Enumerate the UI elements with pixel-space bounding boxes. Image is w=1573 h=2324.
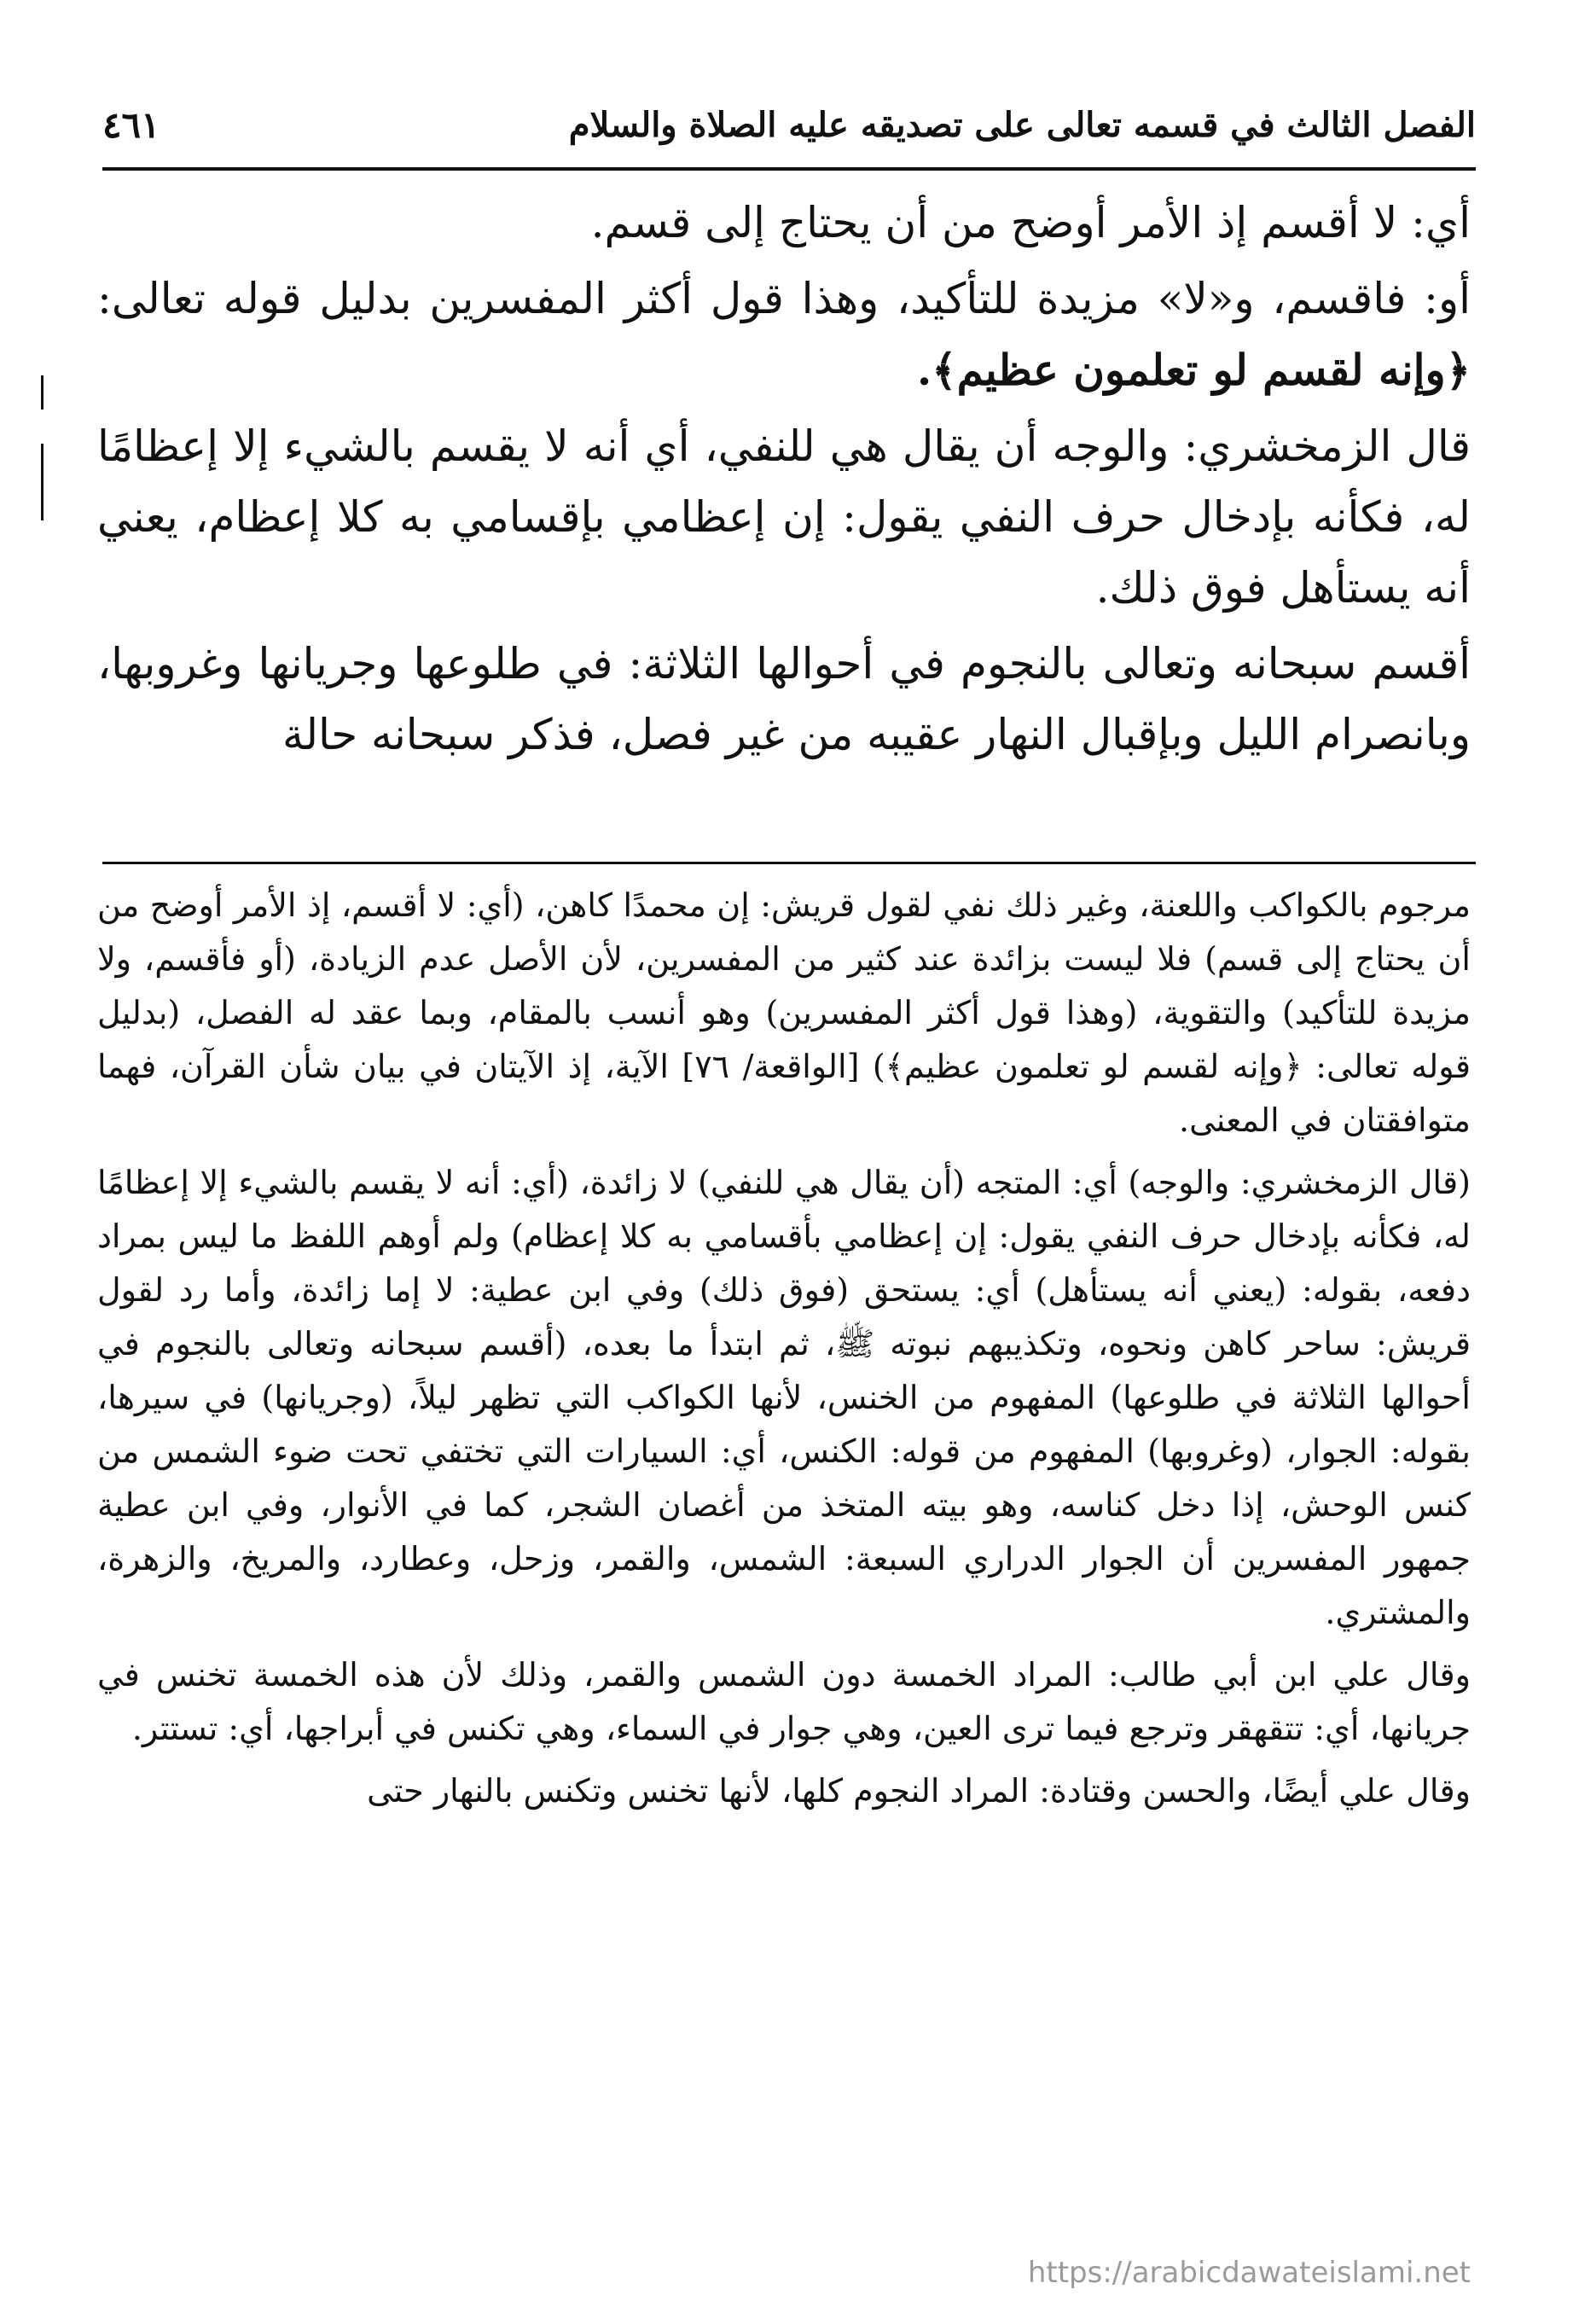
main-paragraph-1: أي: لا أقسم إذ الأمر أوضح من أن يحتاج إلى قسم. bbox=[590, 198, 1471, 247]
commentary bbox=[97, 879, 1471, 1827]
quran-quote: ﴿وإنه لقسم لو تعلمون عظيم﴾. bbox=[916, 345, 1471, 395]
commentary-paragraph-3: وقال علي ابن أبي طالب: المراد الخمسة دون الشمس والقمر، وذلك لأن هذه الخمسة تخنس في جريانها، أي: تتقهقر وترجع فيما ترى العين، وهي جوار في السماء، وهي تكنس في أبراجها، أي: تستتر. bbox=[97, 1656, 1471, 1747]
commentary-paragraph-1: مرجوم بالكواكب واللعنة، وغير ذلك نفي لقول قريش: إن محمدًا كاهن، (أي: لا أقسم، إذ الأمر أوضح من أن يحتاج إلى قسم) فلا ليست بزائدة عند كثير من المفسرين، لأن الأصل عدم الزيادة، (أو فأقسم، ولا مزيدة للتأكيد) والتقوية، (وهذا قول أكثر المفسرين) وهو أنسب بالمقام، وبما عقد له الفصل، (بدليل قوله تعالى: ﴿وإنه لقسم لو تعلمون عظيم﴾) [الواقعة/ ٧٦] الآية، إذ الآيتان في بيان شأن القرآن، فهما متوافقتان في المعنى. bbox=[97, 886, 1471, 1139]
page-number: ٤٦١ bbox=[102, 103, 160, 146]
main-paragraph-4: أقسم سبحانه وتعالى بالنجوم في أحوالها الثلاثة: في طلوعها وجريانها وغروبها، وبانصرام الليل وبإقبال النهار عقيبه من غير فصل، فذكر سبحانه حالة bbox=[97, 639, 1471, 759]
chapter-title: الفصل الثالث في قسمه تعالى على تصديقه عليه الصلاة والسلام bbox=[568, 104, 1476, 145]
page-header bbox=[102, 94, 1476, 155]
main-paragraph-2-text: أو: فاقسم، و«لا» مزيدة للتأكيد، وهذا قول أكثر المفسرين بدليل قوله تعالى: bbox=[97, 274, 1471, 323]
commentary-paragraph-2: (قال الزمخشري: والوجه) أي: المتجه (أن يقال هي للنفي) لا زائدة، (أي: أنه لا يقسم بالشيء إلا إعظامًا له، فكأنه بإدخال حرف النفي يقول: إن إعظامي بأقسامي به كلا إعظام) ولم أوهم اللفظ ما ليس بمراد دفعه، بقوله: (يعني أنه يستأهل) أي: يستحق (فوق ذلك) وفي ابن عطية: لا إما زائدة، وأما رد لقول قريش: ساحر كاهن ونحوه، وتكذيبهم نبوته ﷺ، ثم ابتدأ ما بعده، (أقسم سبحانه وتعالى بالنجوم في أحوالها الثلاثة في طلوعها) المفهوم من الخنس، لأنها الكواكب التي تظهر ليلاً، (وجريانها) في سيرها، بقوله: الجوار، (وغروبها) المفهوم من قوله: الكنس، أي: السيارات التي تختفي تحت ضوء الشمس من كنس الوحش، إذا دخل كناسه، وهو بيته المتخذ من أغصان الشجر، كما في الأنوار، وفي ابن عطية جمهور المفسرين أن الجوار الدراري السبعة: الشمس، والقمر، وزحل، وعطارد، والمريخ، والزهرة، والمشتري. bbox=[97, 1164, 1471, 1631]
margin-mark bbox=[41, 444, 44, 520]
margin-mark bbox=[41, 375, 44, 410]
main-paragraph-2 bbox=[97, 264, 1471, 406]
source-watermark: https://arabicdawateislami.net bbox=[1027, 2256, 1471, 2290]
commentary-paragraph-4: وقال علي أيضًا، والحسن وقتادة: المراد النجوم كلها، لأنها تخنس وتكنس بالنهار حتى bbox=[367, 1772, 1471, 1810]
footnote-divider bbox=[102, 862, 1476, 864]
main-text bbox=[97, 188, 1471, 776]
header-divider bbox=[102, 167, 1476, 171]
main-paragraph-3: قال الزمخشري: والوجه أن يقال هي للنفي، أي أنه لا يقسم بالشيء إلا إعظامًا له، فكأنه بإدخال حرف النفي يقول: إن إعظامي بإقسامي به كلا إعظام، يعني أنه يستأهل فوق ذلك. bbox=[97, 421, 1471, 613]
